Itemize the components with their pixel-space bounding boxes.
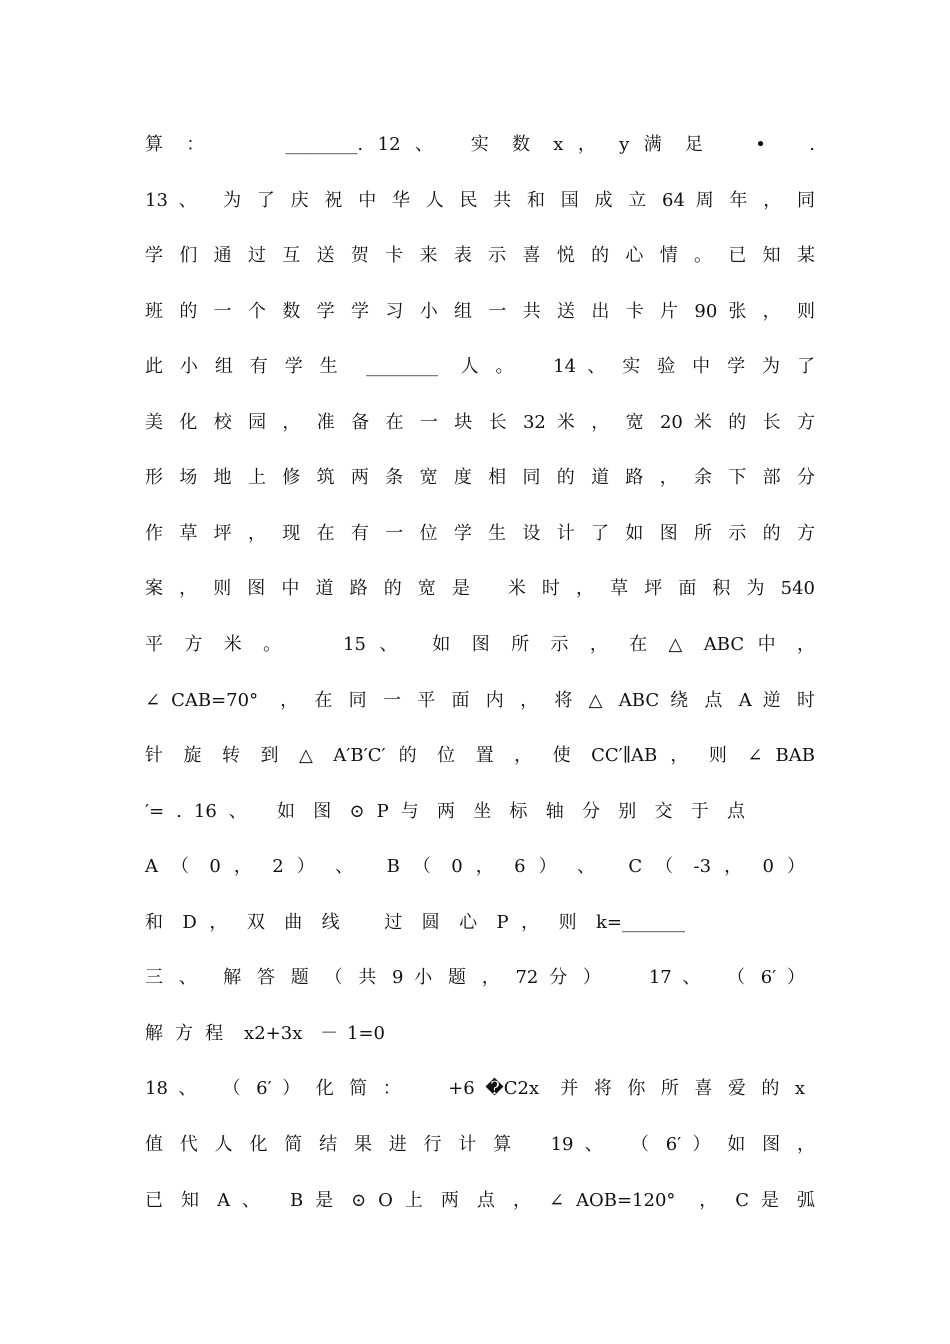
text-line: 13 、 为 了 庆 祝 中 华 人 民 共 和 国 成 立 64 周 年 ， 同 (145, 190, 815, 211)
text-line: ′= . 16 、 如 图 ⊙ P 与 两 坐 标 轴 分 别 交 于 点 (145, 801, 745, 822)
text-line: 已 知 A 、 B 是 ⊙ O 上 两 点 ， ∠ AOB=120° ， C 是 弧 (145, 1190, 815, 1211)
text-line: 班 的 一 个 数 学 学 习 小 组 一 共 送 出 卡 片 90 张 ， 则 (145, 301, 815, 322)
text-line: 解 方 程 x2+3x － 1=0 (145, 1023, 385, 1044)
text-line: 美 化 校 园 ， 准 备 在 一 块 长 32 米 ， 宽 20 米 的 长 方 (145, 412, 815, 433)
text-line: 作 草 坪 ， 现 在 有 一 位 学 生 设 计 了 如 图 所 示 的 方 (145, 523, 815, 544)
text-line: 形 场 地 上 修 筑 两 条 宽 度 相 同 的 道 路 ， 余 下 部 分 (145, 467, 815, 488)
text-line: A （ 0 ， 2 ） 、 B （ 0 ， 6 ） 、 C （ -3 ， 0 ） (145, 856, 805, 877)
text-line: 平 方 米 。 15 、 如 图 所 示 ， 在 △ ABC 中 ， (145, 634, 815, 655)
text-line: 算 ： ________. 12 、 实 数 x ， y 满 足 • . (145, 134, 815, 155)
text-line: 针 旋 转 到 △ A′B′C′ 的 位 置 ， 使 CC′∥AB ， 则 ∠ BAB (145, 745, 815, 766)
text-line: 和 D ， 双 曲 线 过 圆 心 P ， 则 k=_______ (145, 912, 685, 933)
text-line: 三 、 解 答 题 （ 共 9 小 题 ， 72 分 ） 17 、 （ 6′ ） (145, 967, 805, 988)
text-line: 18 、 （ 6′ ） 化 简 ： +6 �C2x 并 将 你 所 喜 爱 的 x (145, 1078, 805, 1099)
text-line: 案 ， 则 图 中 道 路 的 宽 是 米 时 ， 草 坪 面 积 为 540 (145, 578, 815, 599)
text-line: 此 小 组 有 学 生 ________ 人 。 14 、 实 验 中 学 为 了 (145, 356, 815, 377)
text-line: 值 代 人 化 简 结 果 进 行 计 算 19 、 （ 6′ ） 如 图 ， (145, 1134, 815, 1155)
text-line: ∠ CAB=70° ， 在 同 一 平 面 内 ， 将 △ ABC 绕 点 A 逆 时 (145, 690, 815, 711)
text-line: 学 们 通 过 互 送 贺 卡 来 表 示 喜 悦 的 心 情 。 已 知 某 (145, 245, 815, 266)
